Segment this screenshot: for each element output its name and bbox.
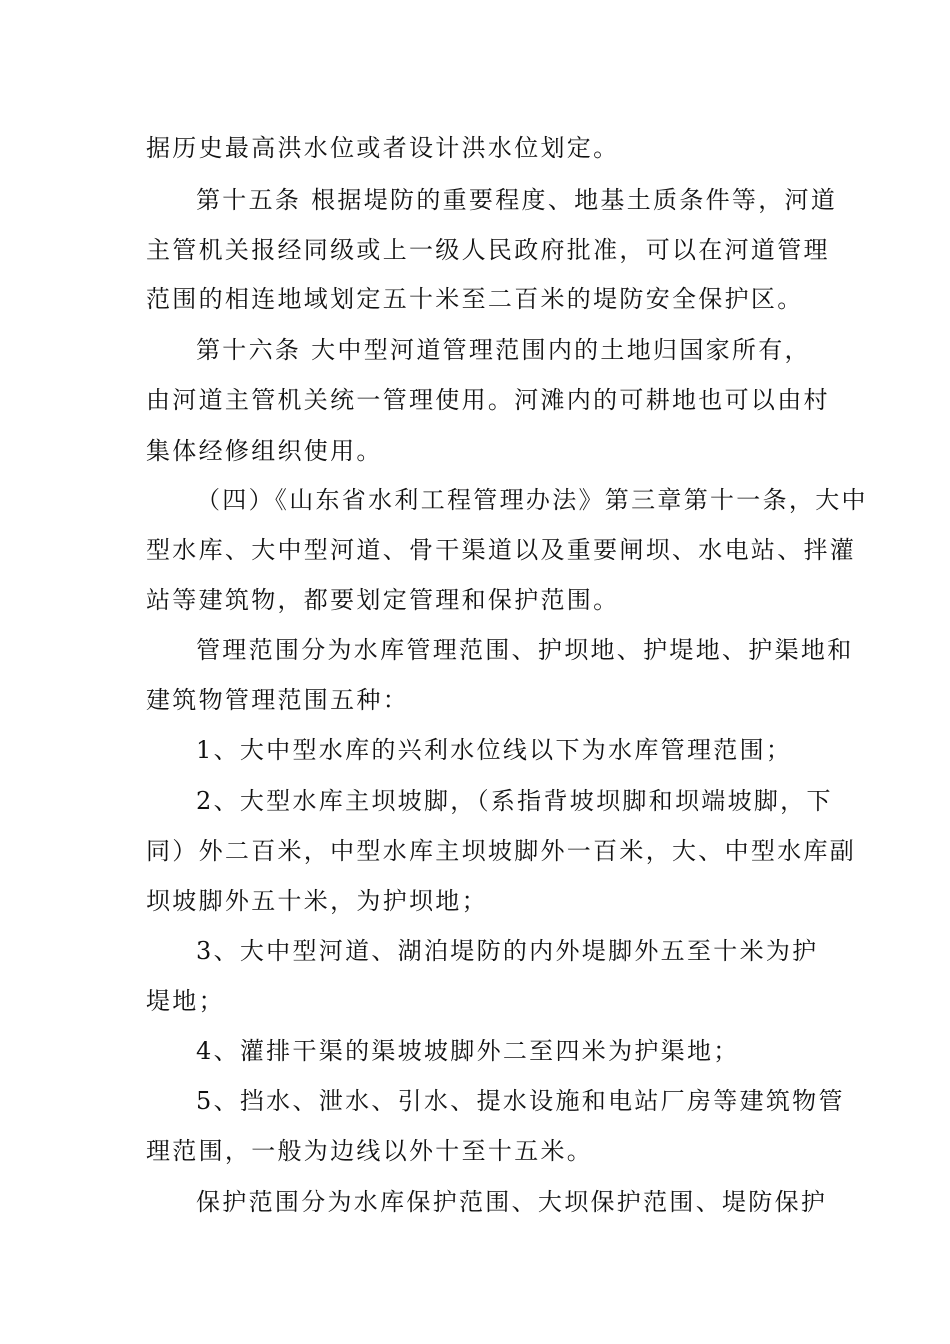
section-4-start: （四）《山东省水利工程管理办法》第三章第十一条，大中 <box>196 486 868 514</box>
item-5-start: 5、挡水、泄水、引水、提水设施和电站厂房等建筑物管 <box>196 1087 845 1115</box>
item-3-start: 3、大中型河道、湖泊堤防的内外堤脚外五至十米为护 <box>196 937 819 965</box>
text-line: 堤地； <box>146 987 225 1015</box>
text-line: 范围的相连地域划定五十米至二百米的堤防安全保护区。 <box>146 285 804 313</box>
text-line: 理范围，一般为边线以外十至十五米。 <box>146 1137 594 1165</box>
text-line: 据历史最高洪水位或者设计洪水位划定。 <box>146 134 620 162</box>
management-scope-start: 管理范围分为水库管理范围、护坝地、护堤地、护渠地和 <box>196 636 854 664</box>
article-15-start: 第十五条 根据堤防的重要程度、地基土质条件等，河道 <box>196 186 838 214</box>
text-line: 建筑物管理范围五种： <box>146 686 409 714</box>
article-16-start: 第十六条 大中型河道管理范围内的土地归国家所有， <box>196 336 811 364</box>
text-line: 集体经修组织使用。 <box>146 437 383 465</box>
item-1: 1、大中型水库的兴利水位线以下为水库管理范围； <box>196 736 793 764</box>
item-4: 4、灌排干渠的渠坡坡脚外二至四米为护渠地； <box>196 1037 740 1065</box>
text-line: 站等建筑物，都要划定管理和保护范围。 <box>146 586 620 614</box>
item-2-start: 2、大型水库主坝坡脚，（系指背坡坝脚和坝端坡脚，下 <box>196 787 833 815</box>
text-line: 坝坡脚外五十米，为护坝地； <box>146 887 488 915</box>
text-line: 同）外二百米，中型水库主坝坡脚外一百米，大、中型水库副 <box>146 837 857 865</box>
text-line: 主管机关报经同级或上一级人民政府批准，可以在河道管理 <box>146 236 830 264</box>
text-line: 由河道主管机关统一管理使用。河滩内的可耕地也可以由村 <box>146 386 830 414</box>
text-line: 型水库、大中型河道、骨干渠道以及重要闸坝、水电站、拌灌 <box>146 536 857 564</box>
protection-scope-start: 保护范围分为水库保护范围、大坝保护范围、堤防保护 <box>196 1188 828 1216</box>
